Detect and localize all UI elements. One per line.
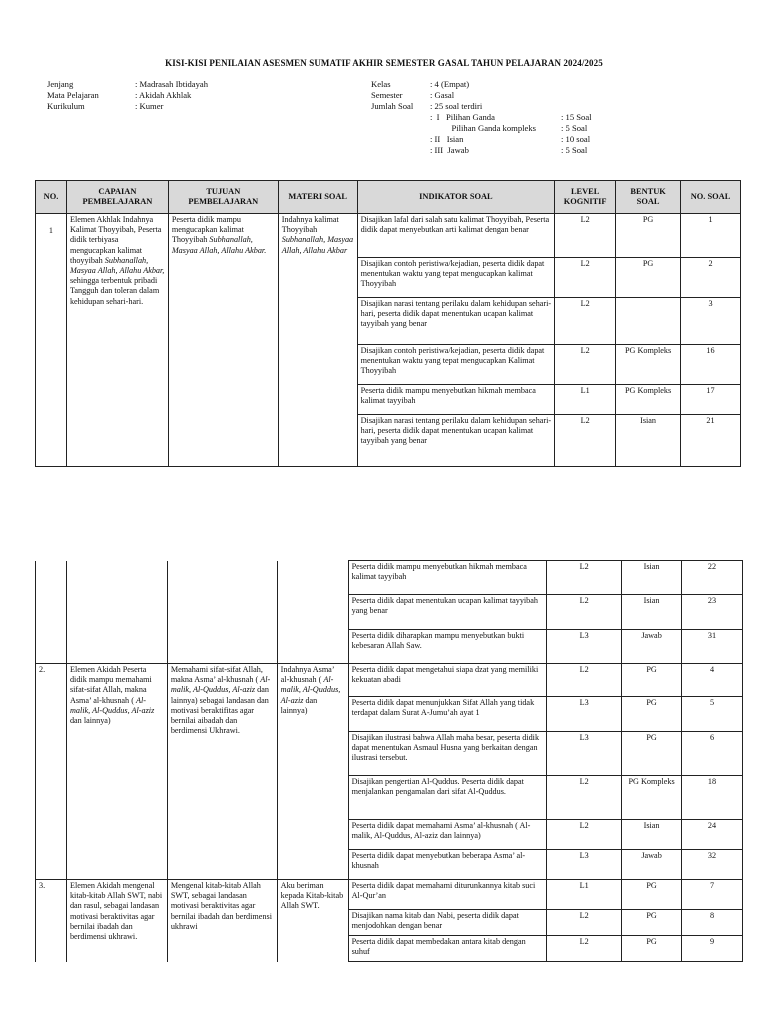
bentuk-cell: PG (622, 732, 682, 776)
kisi-table-page2 (35, 560, 743, 962)
bentuk-cell: PG (616, 214, 681, 258)
indikator-cell: Peserta didik dapat menentukan ucapan kalimat tayyibah yang benar (348, 595, 547, 630)
header-nosoal: NO. SOAL (681, 181, 741, 214)
level-cell: L3 (547, 732, 622, 776)
nosoal-cell: 21 (681, 415, 741, 467)
info-left (47, 79, 208, 112)
nosoal-cell: 17 (681, 385, 741, 415)
tujuan-text: Peserta didik mampu mengucapkan kalimat Thoyyibah (171, 215, 244, 245)
info-label: Mata Pelajaran (47, 90, 99, 100)
bentuk-cell: PG Kompleks (616, 385, 681, 415)
tujuan-cell (168, 214, 278, 467)
capaian-italic: Subhanallah, Masyaa Allah, Allahu Akbar, (69, 255, 165, 276)
level-cell: L2 (555, 345, 616, 385)
table-row (36, 214, 741, 258)
info-value: : III Jawab (430, 145, 469, 155)
indikator-cell: Peserta didik dapat memahami diturunkannya kitab suci Al-Qur’an (348, 880, 547, 910)
info-value: : II Isian (430, 134, 464, 144)
indikator-cell: Peserta didik dapat memahami Asma’ al-khusnah ( Al-malik, Al-Quddus, Al-aziz dan lainnya) (348, 820, 547, 850)
materi-italic: Al-malik, Al-Quddus, Al-aziz (280, 675, 341, 705)
level-cell: L1 (555, 385, 616, 415)
nosoal-cell: 3 (681, 298, 741, 345)
info-label: Kurikulum (47, 101, 85, 111)
nosoal-cell: 2 (681, 258, 741, 298)
materi-text: Indahnya kalimat Thoyyibah (281, 215, 339, 235)
indikator-cell: Disajikan lafal dari salah satu kalimat Thoyyibah, Peserta didik dapat menyebutkan arti kalimat dengan benar (357, 214, 555, 258)
info-right (371, 79, 592, 156)
capaian-text: sehingga terbentuk pribadi Tangguh dan toleran dalam kehidupan sehari-hari. (69, 276, 160, 306)
bentuk-cell: PG (616, 258, 681, 298)
info-extra: : 10 soal (561, 134, 591, 144)
bentuk-cell: Jawab (622, 850, 682, 880)
indikator-cell: Disajikan narasi tentang perilaku dalam kehidupan sehari-hari, peserta didik dapat menentukan ucapan kalimat tayyibah yang benar (357, 415, 555, 467)
table-row (36, 664, 743, 697)
nosoal-cell: 5 (682, 697, 743, 732)
indikator-cell: Peserta didik dapat menyebutkan beberapa Asma’ al-khusnah (348, 850, 547, 880)
nosoal-cell: 8 (682, 910, 743, 936)
level-cell: L2 (547, 910, 622, 936)
info-extra: : 5 Soal (561, 123, 588, 133)
level-cell: L2 (547, 820, 622, 850)
info-extra: : 5 Soal (561, 145, 588, 155)
info-label (371, 134, 430, 145)
nosoal-cell: 18 (682, 776, 743, 820)
indikator-cell: Disajikan contoh peristiwa/kejadian, peserta didik dapat menentukan waktu yang tepat mengucapkan Kalimat Thoyyibah (357, 345, 555, 385)
indikator-cell: Disajikan narasi tentang perilaku dalam kehidupan sehari-hari, peserta didik dapat menentukan ucapan kalimat tayyibah yang benar (357, 298, 555, 345)
bentuk-cell: PG (622, 936, 682, 962)
nosoal-cell: 24 (682, 820, 743, 850)
bentuk-cell: PG Kompleks (622, 776, 682, 820)
capaian-cell (66, 561, 167, 664)
info-label: Kelas (371, 79, 391, 89)
materi-cell (277, 664, 348, 880)
info-label: Semester (371, 90, 403, 100)
nosoal-cell: 16 (681, 345, 741, 385)
bentuk-cell: Isian (622, 561, 682, 595)
table-row (36, 880, 743, 910)
level-cell: L2 (555, 298, 616, 345)
tujuan-italic: Al-malik, Al-Quddus, Al-aziz (170, 675, 271, 695)
level-cell: L3 (547, 850, 622, 880)
bentuk-cell (616, 298, 681, 345)
info-label: Jenjang (47, 79, 74, 89)
row-number: 2. (36, 664, 67, 880)
materi-cell (278, 214, 357, 467)
indikator-cell: Peserta didik dapat mengetahui siapa dzat yang memiliki kekuatan abadi (348, 664, 547, 697)
header-level: LEVEL KOGNITIF (555, 181, 616, 214)
level-cell: L2 (555, 214, 616, 258)
nosoal-cell: 4 (682, 664, 743, 697)
tujuan-italic: Subhanallah, Masyaa Allah, Allahu Akbar. (171, 235, 267, 255)
tujuan-cell (167, 561, 277, 664)
header-no: NO. (36, 181, 67, 214)
info-value: : Akidah Akhlak (135, 90, 192, 100)
info-value: : Kumer (135, 101, 164, 111)
level-cell: L2 (555, 415, 616, 467)
tujuan-text: dan lainnya) sebagai landasan dan motivasi beraktifitas agar bernilai aibadah dan berdimensi Ukhrawi. (170, 685, 269, 736)
bentuk-cell: PG Kompleks (616, 345, 681, 385)
header-materi: MATERI SOAL (278, 181, 357, 214)
nosoal-cell: 31 (682, 630, 743, 664)
nosoal-cell: 22 (682, 561, 743, 595)
document-title: KISI-KISI PENILAIAN ASESMEN SUMATIF AKHIR SEMESTER GASAL TAHUN PELAJARAN 2024/2025 (165, 58, 603, 68)
nosoal-cell: 9 (682, 936, 743, 962)
info-value: : Gasal (430, 90, 455, 100)
bentuk-cell: Isian (616, 415, 681, 467)
level-cell: L3 (547, 630, 622, 664)
row-number (36, 561, 67, 664)
capaian-text: dan lainnya) (69, 716, 111, 726)
bentuk-cell: Isian (622, 595, 682, 630)
level-cell: L2 (547, 936, 622, 962)
indikator-cell: Disajikan contoh peristiwa/kejadian, peserta didik dapat menentukan waktu yang tepat mengucapkan kalimat Thoyyibah (357, 258, 555, 298)
header-bentuk: BENTUK SOAL (616, 181, 681, 214)
bentuk-cell: PG (622, 880, 682, 910)
info-value: Pilihan Ganda kompleks (430, 123, 536, 133)
row-number: 1 (36, 214, 67, 467)
nosoal-cell: 6 (682, 732, 743, 776)
indikator-cell: Disajikan pengertian Al-Quddus. Peserta didik dapat menjalankan pengamalan dari sifat Al-Quddus. (348, 776, 547, 820)
bentuk-cell: PG (622, 664, 682, 697)
materi-cell (277, 561, 348, 664)
header-capaian: CAPAIAN PEMBELAJARAN (66, 181, 168, 214)
header-tujuan: TUJUAN PEMBELAJARAN (168, 181, 278, 214)
capaian-text: Elemen Akidah Peserta didik mampu memahami sifat-sifat Allah, makna Asma’ al-khusnah ( (69, 665, 152, 705)
info-label (371, 112, 430, 123)
nosoal-cell: 23 (682, 595, 743, 630)
info-label: Jumlah Soal (371, 101, 414, 111)
bentuk-cell: PG (622, 910, 682, 936)
materi-italic: Subhanallah, Masyaa Allah, Allahu Akbar (281, 235, 354, 255)
row-number: 3. (36, 880, 67, 962)
indikator-cell: Disajikan ilustrasi bahwa Allah maha besar, peserta didik dapat menentukan Asmaul Husna yang berkaitan dengan ilustrasi tersebut. (348, 732, 547, 776)
materi-text: dan lainnya) (280, 695, 318, 715)
bentuk-cell: PG (622, 697, 682, 732)
info-value: : 25 soal terdiri (430, 101, 483, 111)
level-cell: L2 (555, 258, 616, 298)
indikator-cell: Peserta didik mampu menyebutkan hikmah membaca kalimat tayyibah (348, 561, 547, 595)
indikator-cell: Peserta didik dapat menunjukkan Sifat Allah yang tidak terdapat dalam Surat A-Jumu’ah ayat 1 (348, 697, 547, 732)
level-cell: L2 (547, 561, 622, 595)
info-value: : 4 (Empat) (430, 79, 470, 89)
header-indikator: INDIKATOR SOAL (357, 181, 555, 214)
level-cell: L2 (547, 595, 622, 630)
indikator-cell: Peserta didik dapat membedakan antara kitab dengan suhuf (348, 936, 547, 962)
indikator-cell: Peserta didik mampu menyebutkan hikmah membaca kalimat tayyibah (357, 385, 555, 415)
level-cell: L2 (547, 664, 622, 697)
table-header-row (36, 181, 741, 214)
info-value: : Madrasah Ibtidayah (135, 79, 209, 89)
capaian-italic: Al-malik, Al-Quddus, Al-aziz (69, 695, 155, 715)
level-cell: L1 (547, 880, 622, 910)
kisi-table-page1 (35, 180, 741, 467)
nosoal-cell: 1 (681, 214, 741, 258)
info-label (371, 123, 430, 134)
info-value: : I Pilihan Ganda (430, 112, 495, 122)
bentuk-cell: Isian (622, 820, 682, 850)
nosoal-cell: 32 (682, 850, 743, 880)
level-cell: L2 (547, 776, 622, 820)
materi-cell: Aku beriman kepada Kitab-kitab Allah SWT. (277, 880, 348, 962)
capaian-cell: Elemen Akidah mengenal kitab-kitab Allah SWT, nabi dan rasul, sebagai landasan motivasi beraktivitas agar bernilai ibadah dan berdimensi ukhrawi. (66, 880, 167, 962)
tujuan-cell: Mengenal kitab-kitab Allah SWT, sebagai landasan motivasi beraktivitas agar bernilai ibadah dan berdimensi ukhrawi (167, 880, 277, 962)
indikator-cell: Disajikan nama kitab dan Nabi, peserta didik dapat menjodohkan dengan benar (348, 910, 547, 936)
capaian-cell (66, 664, 167, 880)
capaian-cell (66, 214, 168, 467)
tujuan-text: Memahami sifat-sifat Allah, makna Asma’ al-khusnah ( (170, 665, 263, 685)
table-row (36, 561, 743, 595)
info-label (371, 145, 430, 156)
info-extra: : 15 Soal (561, 112, 592, 122)
level-cell: L3 (547, 697, 622, 732)
tujuan-cell (167, 664, 277, 880)
capaian-text: Elemen Akhlak Indahnya Kalimat Thoyyibah, Peserta didik terbiyasa mengucapkan kalimat thoyyibah (69, 215, 162, 265)
bentuk-cell: Jawab (622, 630, 682, 664)
indikator-cell: Peserta didik diharapkan mampu menyebutkan bukti kebesaran Allah Saw. (348, 630, 547, 664)
materi-text: Indahnya Asma’ al-khusnah ( (280, 665, 334, 685)
nosoal-cell: 7 (682, 880, 743, 910)
